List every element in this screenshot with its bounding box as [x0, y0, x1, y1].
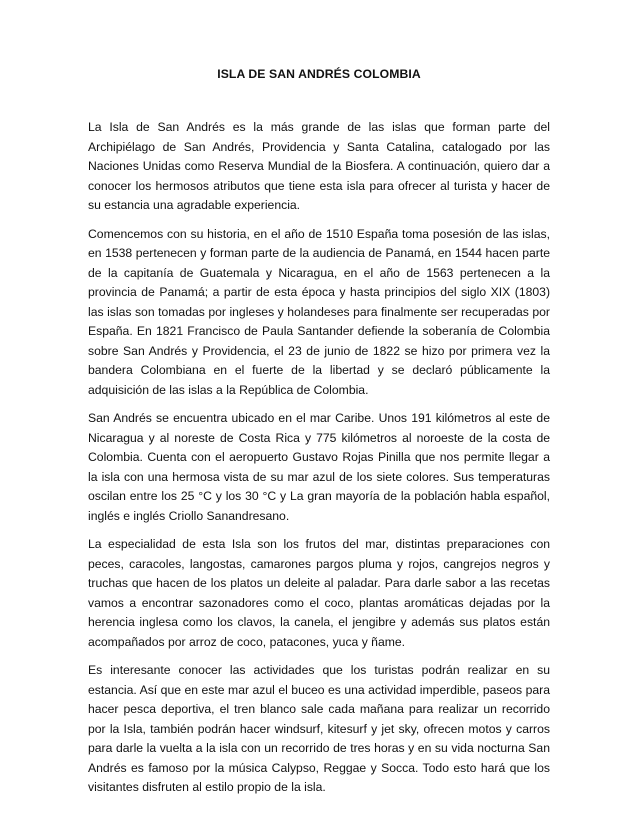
document-body	[88, 118, 550, 798]
paragraph-activities: Es interesante conocer las actividades que los turistas podrán realizar en su estancia. Así que en este mar azul el buceo es una actividad imperdible, paseos para hacer pesca deportiva, el tren blanco sale cada mañana para realizar un recorrido por la Isla, también podrán hacer windsurf, kitesurf y jet sky, ofrecen motos y carros para darle la vuelta a la isla con un recorrido de tres horas y en su vida nocturna San Andrés es famoso por la música Calypso, Reggae y Socca. Todo esto hará que los visitantes disfruten al estilo propio de la isla.	[88, 663, 550, 794]
paragraph-history: Comencemos con su historia, en el año de 1510 España toma posesión de las islas, en 1538 pertenecen y forman parte de la audiencia de Panamá, en 1544 hacen parte de la capitanía de Guatemala y Nicaragua, en el año de 1563 pertenecen a la provincia de Panamá; a partir de esta época y hasta principios del siglo XIX (1803) las islas son tomadas por ingleses y holandeses para finalmente ser recuperadas por España. En 1821 Francisco de Paula Santander defiende la soberanía de Colombia sobre San Andrés y Providencia, el 23 de junio de 1822 se hizo por primera vez la bandera Colombiana en el fuerte de la libertad y se declaró públicamente la adquisición de las islas a la República de Colombia.	[88, 226, 550, 397]
paragraph-gastronomy: La especialidad de esta Isla son los frutos del mar, distintas preparaciones con peces, caracoles, langostas, camarones pargos pluma y rojos, cangrejos negros y truchas que hacen de los platos un deleite al paladar. Para darle sabor a las recetas vamos a encontrar sazonadores como el coco, plantas aromáticas dejadas por la herencia inglesa como los clavos, la canela, el jengibre y además sus platos están acompañados por arroz de coco, patacones, yuca y ñame.	[88, 537, 550, 649]
document-title: ISLA DE SAN ANDRÉS COLOMBIA	[217, 67, 421, 81]
paragraph-introduction: La Isla de San Andrés es la más grande de las islas que forman parte del Archipiélago de San Andrés, Providencia y Santa Catalina, catalogado por las Naciones Unidas como Reserva Mundial de la Biosfera. A continuación, quiero dar a conocer los hermosos atributos que tiene esta isla para ofrecer al turista y hacer de su estancia una agradable experiencia.	[88, 120, 550, 212]
paragraph-location: San Andrés se encuentra ubicado en el mar Caribe. Unos 191 kilómetros al este de Nicaragua y al noreste de Costa Rica y 775 kilómetros al noroeste de la costa de Colombia. Cuenta con el aeropuerto Gustavo Rojas Pinilla que nos permite llegar a la isla con una hermosa vista de su mar azul de los siete colores. Sus temperaturas oscilan entre los 25 °C y los 30 °C y La gran mayoría de la población habla español, inglés e inglés Criollo Sanandresano.	[88, 411, 550, 523]
